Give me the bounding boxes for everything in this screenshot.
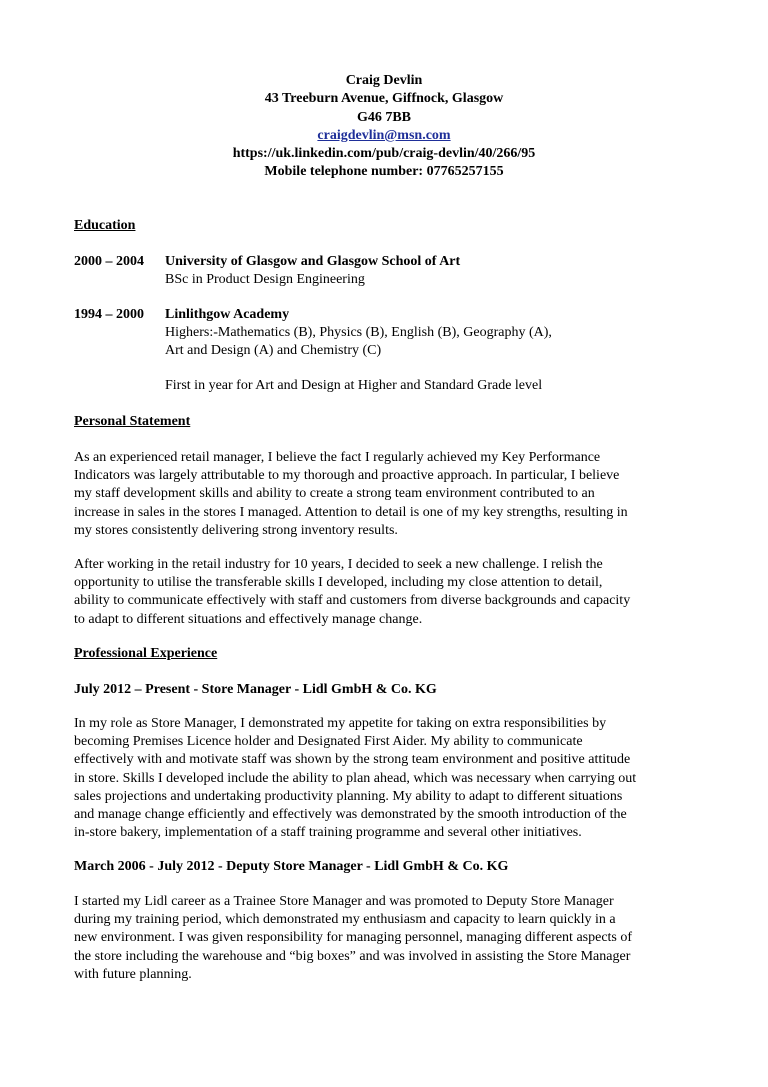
paragraph-line: opportunity to utilise the transferable skills I developed, including my close attention to detail,	[74, 575, 603, 591]
paragraph-line: In my role as Store Manager, I demonstrated my appetite for taking on extra responsibilities by	[74, 716, 607, 731]
paragraph-line: As an experienced retail manager, I believe the fact I regularly achieved my Key Performance	[74, 450, 601, 465]
address-line: 43 Treeburn Avenue, Giffnock, Glasgow	[264, 91, 504, 107]
education-detail: Highers:-Mathematics (B), Physics (B), English (B), Geography (A),	[165, 325, 552, 340]
paragraph-line: and manage change efficiently and effectively was demonstrated by the smooth introduction of the	[74, 807, 627, 823]
paragraph-line: Indicators was largely attributable to my thorough and proactive approach. In particular, I believe	[74, 468, 620, 484]
paragraph-line: to adapt to different situations and effectively manage change.	[74, 611, 423, 627]
paragraph-line: effectively with and motivate staff was shown by the strong team environment and positive attitude	[74, 752, 631, 768]
education-institution: Linlithgow Academy	[165, 307, 290, 322]
job-description	[74, 893, 696, 984]
mobile-number: Mobile telephone number: 07765257155	[264, 164, 504, 180]
education-years: 1994 – 2000	[74, 307, 144, 322]
education-detail: BSc in Product Design Engineering	[165, 272, 365, 287]
email-link[interactable]: craigdevlin@msn.com	[317, 127, 451, 143]
paragraph-line: my staff development skills and ability to create a strong team environment contributed to an	[74, 486, 595, 502]
contact-header	[0, 72, 768, 182]
paragraph-line: increase in sales in the stores I managed. Attention to detail is one of my key strengths, resulting in	[74, 504, 628, 520]
paragraph-line: in-store bakery, implementation of a staff training programme and several other initiatives.	[74, 825, 582, 841]
paragraph-line: I started my Lidl career as a Trainee Store Manager and was promoted to Deputy Store Manager	[74, 894, 614, 909]
education-note: First in year for Art and Design at Higher and Standard Grade level	[165, 378, 543, 393]
paragraph-line: becoming Premises Licence holder and Designated First Aider. My ability to communicate	[74, 734, 583, 750]
paragraph-line: in store. Skills I developed include the ability to plan ahead, which was necessary when carrying out	[74, 770, 637, 786]
job-description	[74, 715, 696, 842]
paragraph-line: with future planning.	[74, 966, 192, 982]
linkedin-url[interactable]: https://uk.linkedin.com/pub/craig-devlin/40/266/95	[232, 146, 536, 162]
experience-heading: Professional Experience	[74, 646, 218, 661]
education-years: 2000 – 2004	[74, 254, 144, 269]
education-institution: University of Glasgow and Glasgow School of Art	[165, 254, 461, 269]
paragraph-line: during my training period, which demonstrated my enthusiasm and capacity to learn quickly in a	[74, 912, 616, 928]
job-heading: March 2006 - July 2012 - Deputy Store Manager - Lidl GmbH & Co. KG	[74, 859, 509, 874]
paragraph-line: After working in the retail industry for 10 years, I decided to seek a new challenge. I relish the	[74, 557, 603, 572]
paragraph-line: sales projections and undertaking productivity planning. My ability to adapt to different situations	[74, 788, 623, 804]
paragraph-line: the store including the warehouse and “big boxes” and was involved in assisting the Store Manager	[74, 948, 631, 964]
statement-paragraph	[74, 556, 696, 629]
candidate-name: Craig Devlin	[345, 73, 423, 88]
paragraph-line: new environment. I was given responsibility for managing personnel, managing different aspects of	[74, 930, 633, 946]
paragraph-line: ability to communicate effectively with staff and customers from diverse backgrounds and capacity	[74, 593, 631, 609]
statement-paragraph	[74, 449, 696, 540]
paragraph-line: my stores consistently delivering strong inventory results.	[74, 522, 398, 538]
personal-statement-heading: Personal Statement	[74, 414, 191, 429]
postcode: G46 7BB	[356, 109, 412, 125]
job-heading: July 2012 – Present - Store Manager - Lidl GmbH & Co. KG	[74, 682, 437, 697]
education-heading: Education	[74, 218, 136, 233]
education-detail: Art and Design (A) and Chemistry (C)	[165, 343, 382, 358]
